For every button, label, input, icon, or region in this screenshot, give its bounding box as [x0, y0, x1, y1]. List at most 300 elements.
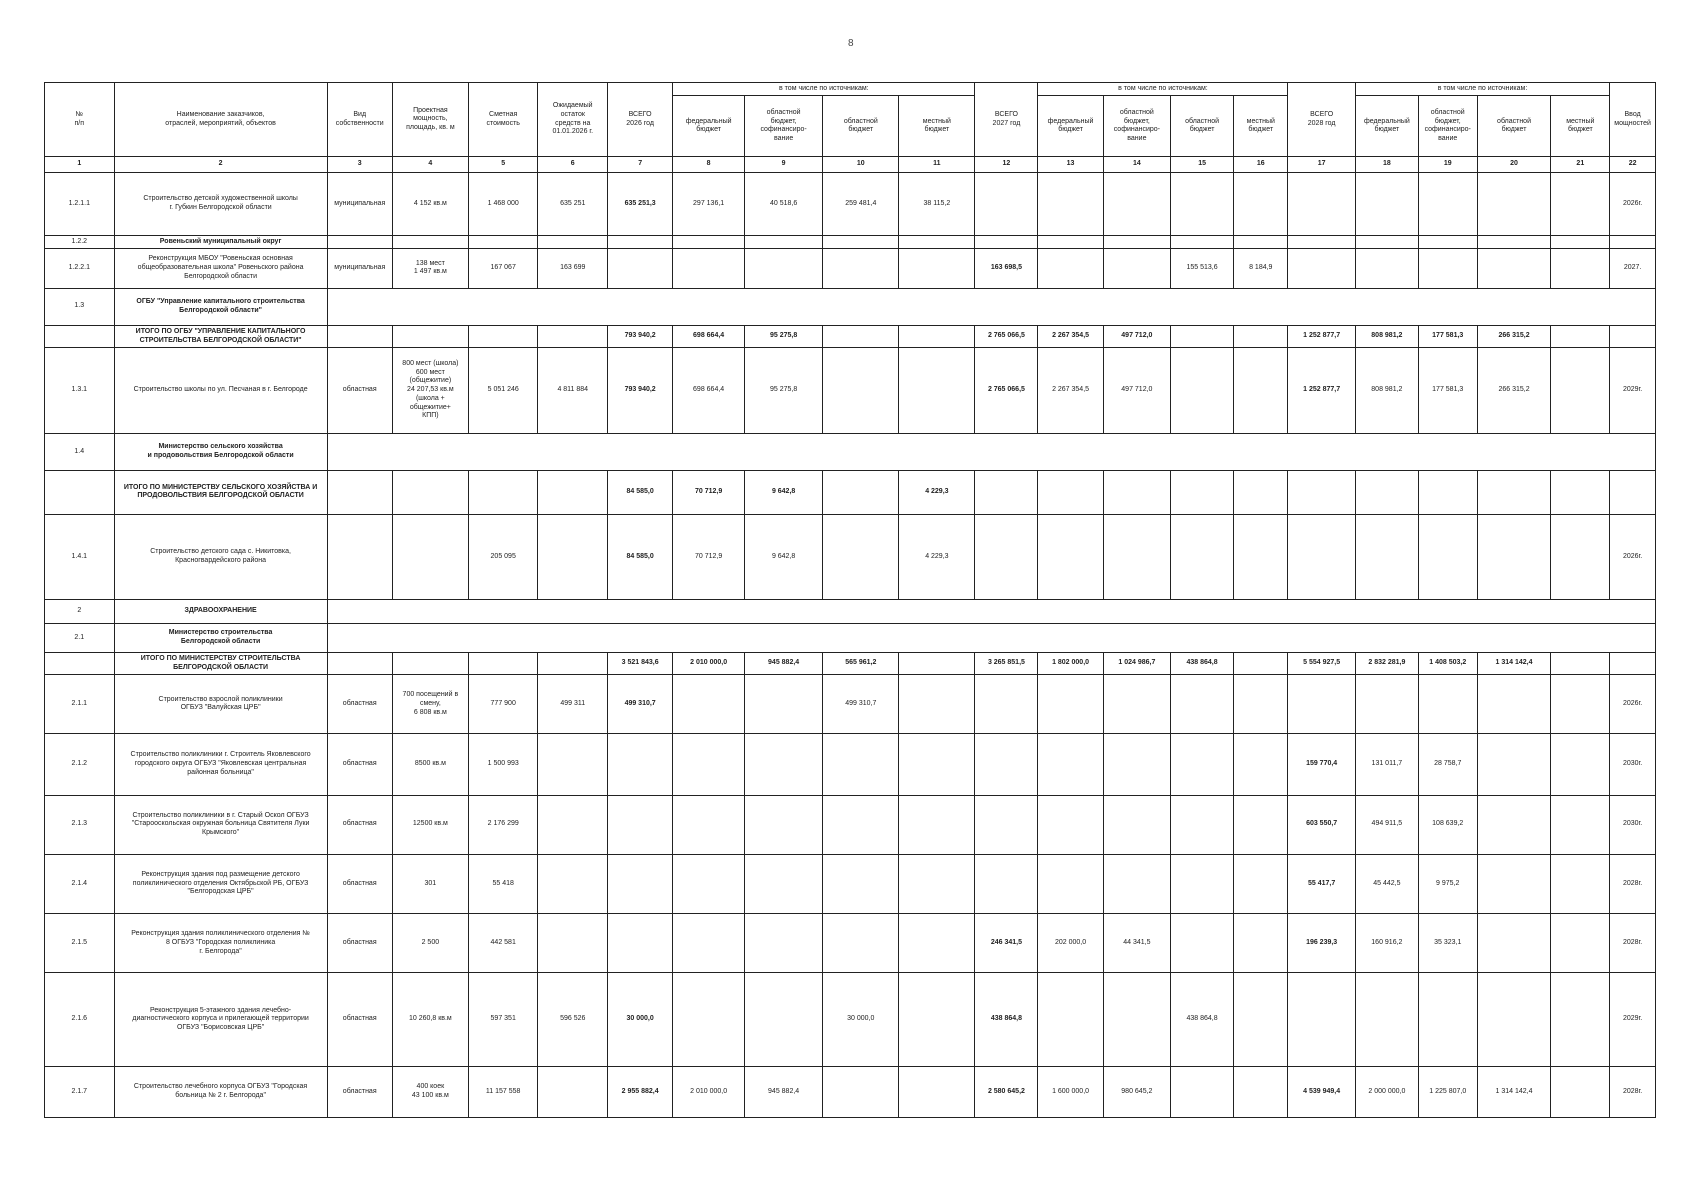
- empty-cell: [1171, 236, 1234, 249]
- cell-est: 1 500 993: [468, 734, 538, 795]
- cell-c15: [1171, 675, 1234, 734]
- cell-c7: [608, 914, 673, 973]
- object-name: Строительство поликлиники г. Строитель Яковлевского городского округа ОГБУЗ "Яковлевская центральная районная больница": [114, 734, 327, 795]
- cell-c22: [1610, 652, 1656, 674]
- cell-rem: [538, 854, 608, 913]
- cell-c8: 297 136,1: [673, 172, 745, 236]
- cell-c17: [1288, 973, 1355, 1067]
- cell-c9: 40 518,6: [744, 172, 822, 236]
- column-number-6: 6: [538, 157, 608, 172]
- cell-c7: 499 310,7: [608, 675, 673, 734]
- column-number-19: 19: [1418, 157, 1477, 172]
- cell-c13: 2 267 354,5: [1038, 325, 1103, 347]
- cell-c7: 30 000,0: [608, 973, 673, 1067]
- cell-c16: [1234, 652, 1288, 674]
- cell-c18: [1355, 973, 1418, 1067]
- row-number: 1.4.1: [45, 514, 115, 599]
- cell-c9: 95 275,8: [744, 348, 822, 433]
- cell-c9: 95 275,8: [744, 325, 822, 347]
- empty-cell: [1038, 236, 1103, 249]
- cell-c22: 2028г.: [1610, 854, 1656, 913]
- cell-c15: [1171, 325, 1234, 347]
- cell-c14: [1103, 249, 1170, 288]
- table-row: [45, 514, 1656, 599]
- empty-cell: [327, 600, 1655, 624]
- header-row-1: [45, 83, 1656, 96]
- cell-c10: [823, 795, 899, 854]
- cell-c10: [823, 471, 899, 515]
- header-local-2028: местный бюджет: [1551, 96, 1610, 157]
- cell-est: 777 900: [468, 675, 538, 734]
- object-name: Реконструкция 5-этажного здания лечебно- диагностического корпуса и прилегающей территории ОГБУЗ "Борисовская ЦРБ": [114, 973, 327, 1067]
- cell-own: [327, 514, 392, 599]
- cell-c12: 3 265 851,5: [975, 652, 1038, 674]
- cell-c17: [1288, 471, 1355, 515]
- cell-est: 442 581: [468, 914, 538, 973]
- cell-c12: 246 341,5: [975, 914, 1038, 973]
- header-estimate: Сметная стоимость: [468, 83, 538, 157]
- header-regional-2028: областной бюджет: [1477, 96, 1551, 157]
- cell-c11: [899, 325, 975, 347]
- cell-c21: [1551, 854, 1610, 913]
- cell-c20: [1477, 471, 1551, 515]
- cell-cap: 2 500: [392, 914, 468, 973]
- row-number: 1.3.1: [45, 348, 115, 433]
- cell-est: 5 051 246: [468, 348, 538, 433]
- cell-c13: 1 802 000,0: [1038, 652, 1103, 674]
- cell-c8: 2 010 000,0: [673, 1067, 745, 1118]
- cell-c20: 266 315,2: [1477, 348, 1551, 433]
- table-row: [45, 973, 1656, 1067]
- table-row: [45, 675, 1656, 734]
- cell-rem: 635 251: [538, 172, 608, 236]
- column-number-2: 2: [114, 157, 327, 172]
- cell-c14: 497 712,0: [1103, 325, 1170, 347]
- cell-c9: 9 642,8: [744, 471, 822, 515]
- cell-c22: 2026г.: [1610, 675, 1656, 734]
- cell-est: 2 176 299: [468, 795, 538, 854]
- cell-c21: [1551, 348, 1610, 433]
- cell-c17: 55 417,7: [1288, 854, 1355, 913]
- cell-c18: 2 000 000,0: [1355, 1067, 1418, 1118]
- cell-c10: [823, 249, 899, 288]
- cell-c20: [1477, 854, 1551, 913]
- cell-c19: 9 975,2: [1418, 854, 1477, 913]
- empty-cell: [327, 236, 392, 249]
- cell-c10: [823, 348, 899, 433]
- cell-c19: [1418, 675, 1477, 734]
- section-title: Министерство строительства Белгородской области: [114, 624, 327, 652]
- cell-c18: 45 442,5: [1355, 854, 1418, 913]
- header-n: № п/п: [45, 83, 115, 157]
- table-row: [45, 348, 1656, 433]
- cell-c11: [899, 734, 975, 795]
- cell-c18: 808 981,2: [1355, 325, 1418, 347]
- cell-c16: [1234, 348, 1288, 433]
- cell-cap: 301: [392, 854, 468, 913]
- cell-c15: [1171, 914, 1234, 973]
- cell-own: областная: [327, 734, 392, 795]
- cell-c11: [899, 795, 975, 854]
- cell-c16: [1234, 973, 1288, 1067]
- page-number: 8: [848, 38, 854, 49]
- header-sources-2028: в том числе по источникам:: [1355, 83, 1609, 96]
- table-row: [45, 652, 1656, 674]
- column-number-5: 5: [468, 157, 538, 172]
- column-number-11: 11: [899, 157, 975, 172]
- cell-c18: [1355, 172, 1418, 236]
- cell-c20: [1477, 675, 1551, 734]
- cell-c7: [608, 795, 673, 854]
- cell-c20: 266 315,2: [1477, 325, 1551, 347]
- cell-est: 55 418: [468, 854, 538, 913]
- cell-c9: [744, 854, 822, 913]
- cell-c17: [1288, 514, 1355, 599]
- header-regional-cofin-2026: областной бюджет, софинансиро- вание: [744, 96, 822, 157]
- cell-c20: [1477, 734, 1551, 795]
- cell-c11: [899, 1067, 975, 1118]
- column-number-14: 14: [1103, 157, 1170, 172]
- cell-c11: 4 229,3: [899, 514, 975, 599]
- cell-c21: [1551, 514, 1610, 599]
- cell-c13: [1038, 471, 1103, 515]
- row-number: 2: [45, 600, 115, 624]
- row-number: 2.1.5: [45, 914, 115, 973]
- cell-c15: [1171, 854, 1234, 913]
- cell-c9: [744, 675, 822, 734]
- cell-rem: [538, 734, 608, 795]
- cell-c12: [975, 734, 1038, 795]
- cell-c21: [1551, 249, 1610, 288]
- cell-rem: [538, 795, 608, 854]
- cell-c20: [1477, 172, 1551, 236]
- cell-own: муниципальная: [327, 172, 392, 236]
- cell-c10: [823, 854, 899, 913]
- cell-cap: [392, 325, 468, 347]
- cell-c8: 70 712,9: [673, 514, 745, 599]
- row-number: 2.1.6: [45, 973, 115, 1067]
- empty-cell: [1551, 236, 1610, 249]
- cell-cap: 700 посещений в смену, 6 808 кв.м: [392, 675, 468, 734]
- table-row: [45, 734, 1656, 795]
- cell-c15: [1171, 471, 1234, 515]
- cell-c21: [1551, 652, 1610, 674]
- empty-cell: [673, 236, 745, 249]
- cell-c15: 155 513,6: [1171, 249, 1234, 288]
- total-title: ИТОГО ПО ОГБУ "УПРАВЛЕНИЕ КАПИТАЛЬНОГО СТРОИТЕЛЬСТВА БЕЛГОРОДСКОЙ ОБЛАСТИ": [114, 325, 327, 347]
- empty-cell: [327, 624, 1655, 652]
- cell-c17: 1 252 877,7: [1288, 348, 1355, 433]
- object-name: Строительство детского сада с. Никитовка, Красногвардейского района: [114, 514, 327, 599]
- cell-c13: [1038, 795, 1103, 854]
- cell-c22: 2029г.: [1610, 348, 1656, 433]
- table-row: [45, 795, 1656, 854]
- cell-c7: 793 940,2: [608, 348, 673, 433]
- cell-c12: 2 765 066,5: [975, 348, 1038, 433]
- section-title: ОГБУ "Управление капитального строительства Белгородской области": [114, 288, 327, 325]
- cell-c22: 2027.: [1610, 249, 1656, 288]
- cell-cap: 138 мест 1 497 кв.м: [392, 249, 468, 288]
- cell-c20: [1477, 973, 1551, 1067]
- cell-rem: [538, 652, 608, 674]
- cell-c16: [1234, 854, 1288, 913]
- cell-c13: [1038, 854, 1103, 913]
- cell-est: 597 351: [468, 973, 538, 1067]
- cell-rem: 499 311: [538, 675, 608, 734]
- header-regional-2026: областной бюджет: [823, 96, 899, 157]
- empty-cell: [975, 236, 1038, 249]
- cell-c10: 30 000,0: [823, 973, 899, 1067]
- cell-rem: [538, 471, 608, 515]
- cell-c19: 108 639,2: [1418, 795, 1477, 854]
- cell-c22: 2028г.: [1610, 914, 1656, 973]
- header-regional-2027: областной бюджет: [1171, 96, 1234, 157]
- cell-c18: 2 832 281,9: [1355, 652, 1418, 674]
- cell-c16: [1234, 471, 1288, 515]
- column-number-17: 17: [1288, 157, 1355, 172]
- cell-c12: 163 698,5: [975, 249, 1038, 288]
- object-name: Строительство взрослой поликлиники ОГБУЗ "Валуйская ЦРБ": [114, 675, 327, 734]
- empty-cell: [899, 236, 975, 249]
- cell-cap: 4 152 кв.м: [392, 172, 468, 236]
- row-number: 1.2.2.1: [45, 249, 115, 288]
- cell-c21: [1551, 325, 1610, 347]
- cell-rem: [538, 325, 608, 347]
- column-number-row: [45, 157, 1656, 172]
- cell-c21: [1551, 914, 1610, 973]
- cell-c15: 438 864,8: [1171, 652, 1234, 674]
- cell-c16: [1234, 675, 1288, 734]
- cell-c14: [1103, 471, 1170, 515]
- column-number-1: 1: [45, 157, 115, 172]
- cell-c17: 1 252 877,7: [1288, 325, 1355, 347]
- cell-c18: [1355, 249, 1418, 288]
- cell-cap: 400 коек 43 100 кв.м: [392, 1067, 468, 1118]
- cell-c16: [1234, 914, 1288, 973]
- cell-c8: [673, 675, 745, 734]
- cell-c11: [899, 348, 975, 433]
- cell-c11: [899, 973, 975, 1067]
- cell-c17: 4 539 949,4: [1288, 1067, 1355, 1118]
- cell-c14: [1103, 854, 1170, 913]
- cell-c9: [744, 249, 822, 288]
- empty-cell: [1418, 236, 1477, 249]
- header-federal-2027: федеральный бюджет: [1038, 96, 1103, 157]
- cell-c13: [1038, 734, 1103, 795]
- cell-c9: 9 642,8: [744, 514, 822, 599]
- cell-c9: [744, 973, 822, 1067]
- cell-c15: [1171, 172, 1234, 236]
- cell-c22: [1610, 325, 1656, 347]
- cell-cap: 8500 кв.м: [392, 734, 468, 795]
- cell-est: [468, 471, 538, 515]
- column-number-13: 13: [1038, 157, 1103, 172]
- cell-c19: [1418, 172, 1477, 236]
- cell-c17: 5 554 927,5: [1288, 652, 1355, 674]
- cell-c21: [1551, 471, 1610, 515]
- cell-c15: [1171, 348, 1234, 433]
- cell-c8: 698 664,4: [673, 325, 745, 347]
- column-number-22: 22: [1610, 157, 1656, 172]
- cell-c21: [1551, 1067, 1610, 1118]
- empty-cell: [823, 236, 899, 249]
- cell-c19: 1 225 807,0: [1418, 1067, 1477, 1118]
- cell-own: [327, 652, 392, 674]
- cell-c17: [1288, 675, 1355, 734]
- cell-c14: [1103, 973, 1170, 1067]
- section-title: Министерство сельского хозяйства и продовольствия Белгородской области: [114, 433, 327, 470]
- cell-c19: 177 581,3: [1418, 325, 1477, 347]
- column-number-3: 3: [327, 157, 392, 172]
- cell-c7: 793 940,2: [608, 325, 673, 347]
- empty-cell: [1234, 236, 1288, 249]
- cell-c13: 1 600 000,0: [1038, 1067, 1103, 1118]
- cell-c16: 8 184,9: [1234, 249, 1288, 288]
- row-number: 2.1.7: [45, 1067, 115, 1118]
- empty-cell: [1477, 236, 1551, 249]
- cell-c19: 28 758,7: [1418, 734, 1477, 795]
- cell-c16: [1234, 795, 1288, 854]
- cell-c19: 177 581,3: [1418, 348, 1477, 433]
- cell-c8: 2 010 000,0: [673, 652, 745, 674]
- table-row: [45, 236, 1656, 249]
- cell-c8: [673, 734, 745, 795]
- empty-cell: [1610, 236, 1656, 249]
- column-number-18: 18: [1355, 157, 1418, 172]
- cell-c9: [744, 914, 822, 973]
- cell-c12: 438 864,8: [975, 973, 1038, 1067]
- empty-cell: [468, 236, 538, 249]
- cell-est: 1 468 000: [468, 172, 538, 236]
- cell-c18: [1355, 471, 1418, 515]
- cell-c18: [1355, 514, 1418, 599]
- cell-c8: 70 712,9: [673, 471, 745, 515]
- cell-own: областная: [327, 854, 392, 913]
- cell-c20: [1477, 514, 1551, 599]
- header-local-2027: местный бюджет: [1234, 96, 1288, 157]
- cell-c19: [1418, 471, 1477, 515]
- cell-own: областная: [327, 795, 392, 854]
- cell-c9: 945 882,4: [744, 1067, 822, 1118]
- cell-c11: [899, 249, 975, 288]
- cell-c14: [1103, 514, 1170, 599]
- table-row: [45, 1067, 1656, 1118]
- cell-est: [468, 652, 538, 674]
- cell-c12: [975, 675, 1038, 734]
- empty-cell: [1355, 236, 1418, 249]
- table-row: [45, 288, 1656, 325]
- table-row: [45, 914, 1656, 973]
- cell-c7: [608, 854, 673, 913]
- object-name: Реконструкция МБОУ "Ровеньская основная общеобразовательная школа" Ровеньского района Белгородской области: [114, 249, 327, 288]
- row-number: 1.2.2: [45, 236, 115, 249]
- cell-c18: [1355, 675, 1418, 734]
- cell-c7: [608, 734, 673, 795]
- cell-c13: 2 267 354,5: [1038, 348, 1103, 433]
- cell-rem: [538, 1067, 608, 1118]
- cell-c11: 4 229,3: [899, 471, 975, 515]
- section-title: ЗДРАВООХРАНЕНИЕ: [114, 600, 327, 624]
- cell-c7: 84 585,0: [608, 514, 673, 599]
- cell-cap: [392, 471, 468, 515]
- empty-cell: [327, 433, 1655, 470]
- cell-c20: 1 314 142,4: [1477, 652, 1551, 674]
- cell-c17: 159 770,4: [1288, 734, 1355, 795]
- cell-c10: [823, 514, 899, 599]
- header-federal-2028: федеральный бюджет: [1355, 96, 1418, 157]
- cell-c8: [673, 973, 745, 1067]
- cell-c13: [1038, 973, 1103, 1067]
- header-federal-2026: федеральный бюджет: [673, 96, 745, 157]
- cell-rem: 4 811 884: [538, 348, 608, 433]
- cell-c10: [823, 325, 899, 347]
- cell-c7: 2 955 882,4: [608, 1067, 673, 1118]
- cell-cap: 12500 кв.м: [392, 795, 468, 854]
- header-commissioning: Ввод мощностей: [1610, 83, 1656, 157]
- header-total-2028: ВСЕГО 2028 год: [1288, 83, 1355, 157]
- object-name: Реконструкция здания под размещение детского поликлинического отделения Октябрьской РБ, ОГБУЗ "Белгородская ЦРБ": [114, 854, 327, 913]
- header-regional-cofin-2027: областной бюджет, софинансиро- вание: [1103, 96, 1170, 157]
- cell-cap: 800 мест (школа) 600 мест (общежитие) 24 207,53 кв.м (школа + общежитие+ КПП): [392, 348, 468, 433]
- object-name: Строительство детской художественной школы г. Губкин Белгородской области: [114, 172, 327, 236]
- cell-c18: 808 981,2: [1355, 348, 1418, 433]
- cell-c20: [1477, 249, 1551, 288]
- table-row: [45, 325, 1656, 347]
- header-capacity: Проектная мощность, площадь, кв. м: [392, 83, 468, 157]
- cell-c21: [1551, 675, 1610, 734]
- cell-rem: [538, 914, 608, 973]
- cell-c19: [1418, 973, 1477, 1067]
- cell-c14: [1103, 795, 1170, 854]
- cell-c8: 698 664,4: [673, 348, 745, 433]
- cell-c10: 259 481,4: [823, 172, 899, 236]
- header-local-2026: местный бюджет: [899, 96, 975, 157]
- cell-c16: [1234, 734, 1288, 795]
- cell-c17: [1288, 172, 1355, 236]
- cell-c21: [1551, 734, 1610, 795]
- cell-own: [327, 471, 392, 515]
- object-name: Строительство школы по ул. Песчаная в г. Белгороде: [114, 348, 327, 433]
- cell-est: 205 095: [468, 514, 538, 599]
- cell-c7: 84 585,0: [608, 471, 673, 515]
- cell-c17: 603 550,7: [1288, 795, 1355, 854]
- cell-c12: [975, 514, 1038, 599]
- cell-c15: [1171, 734, 1234, 795]
- cell-c17: [1288, 249, 1355, 288]
- column-number-16: 16: [1234, 157, 1288, 172]
- cell-c21: [1551, 795, 1610, 854]
- cell-c15: [1171, 795, 1234, 854]
- table-row: [45, 624, 1656, 652]
- cell-c8: [673, 795, 745, 854]
- cell-c12: [975, 172, 1038, 236]
- cell-own: областная: [327, 973, 392, 1067]
- cell-c12: 2 765 066,5: [975, 325, 1038, 347]
- header-total-2027: ВСЕГО 2027 год: [975, 83, 1038, 157]
- cell-c8: [673, 914, 745, 973]
- cell-c13: [1038, 172, 1103, 236]
- table-row: [45, 433, 1656, 470]
- row-number: 1.3: [45, 288, 115, 325]
- investment-program-table: [44, 82, 1656, 1118]
- cell-c16: [1234, 325, 1288, 347]
- cell-c18: 160 916,2: [1355, 914, 1418, 973]
- row-number: [45, 325, 115, 347]
- cell-c11: 38 115,2: [899, 172, 975, 236]
- cell-rem: 163 699: [538, 249, 608, 288]
- total-title: ИТОГО ПО МИНИСТЕРСТВУ СЕЛЬСКОГО ХОЗЯЙСТВА И ПРОДОВОЛЬСТВИЯ БЕЛГОРОДСКОЙ ОБЛАСТИ: [114, 471, 327, 515]
- header-sources-2026: в том числе по источникам:: [673, 83, 975, 96]
